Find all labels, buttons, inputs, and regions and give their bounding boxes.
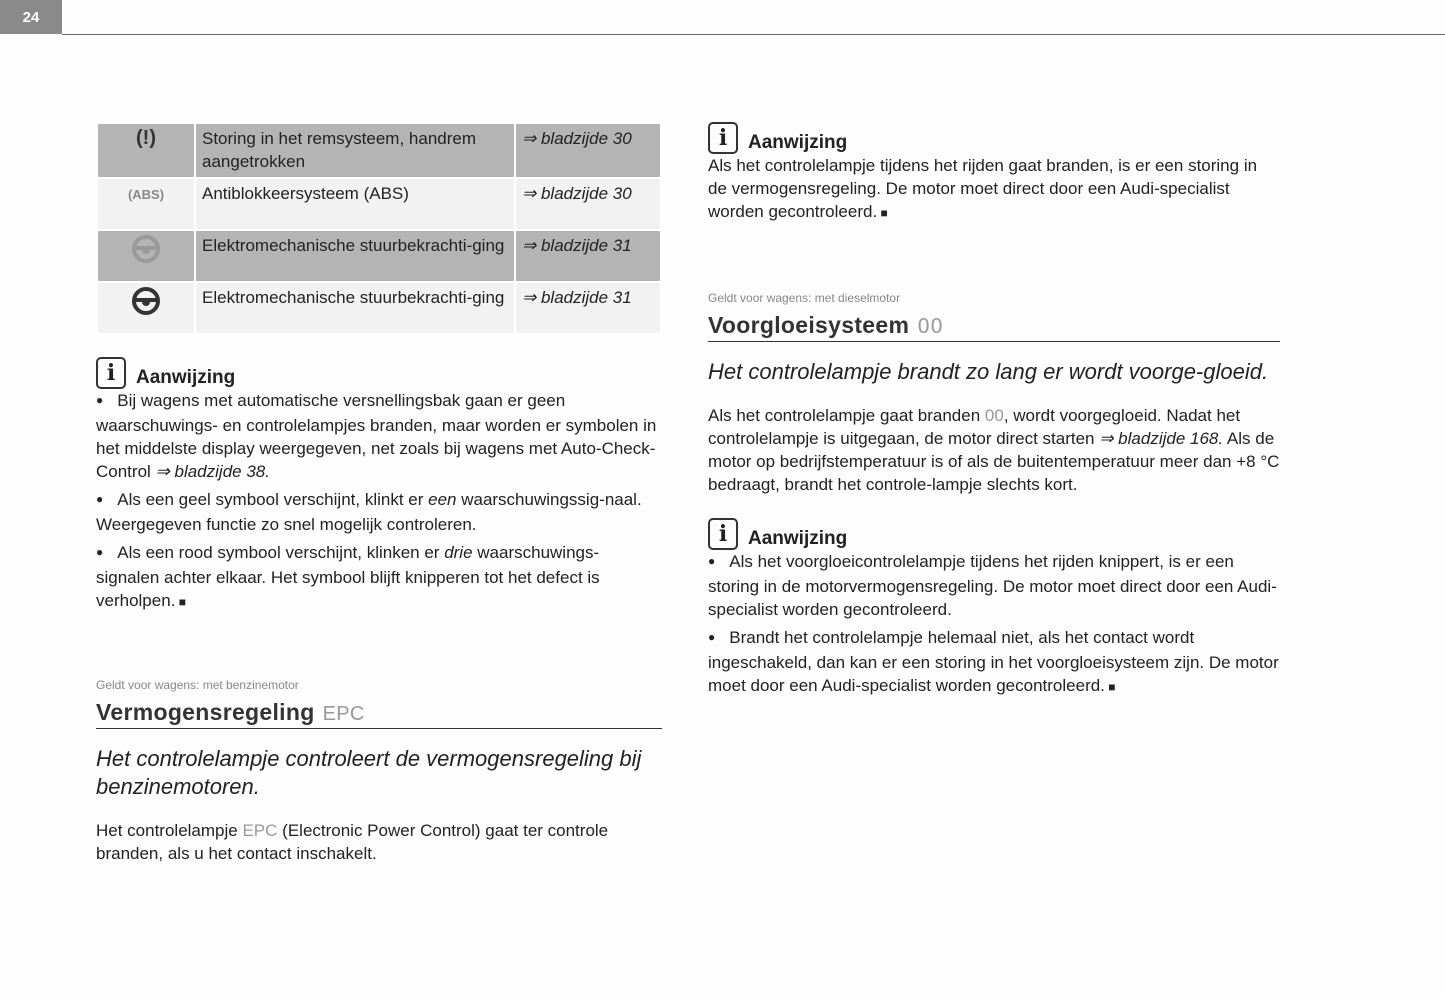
section-lead: Het controlelampje controleert de vermogensregeling bij benzinemotoren. [96,746,642,799]
table-row [97,178,661,230]
page-reference: ⇒ bladzijde 30 [515,178,661,230]
note-bullet: ● Bij wagens met automatische versnellingsbak gaan er geen waarschuwings- en controlelampjes branden, maar worden er symbolen in het middelste display weergegeven, net zoals bij wagens met Auto-Check-Control ⇒ bladzijde 38. [96,389,662,483]
note-bullet: ● Als het voorgloeicontrolelampje tijdens het rijden knippert, is er een storing in de motorvermogensregeling. De motor moet direct door een Audi-specialist worden gecontroleerd. [708,550,1280,621]
note-heading [708,518,1280,550]
note-heading [708,122,1280,154]
epc-icon: EPC [242,821,278,840]
page-reference: ⇒ bladzijde 30 [515,123,661,178]
info-icon: i [708,122,738,154]
section-body: Als het controlelampje gaat branden 00, wordt voorgegloeid. Nadat het controlelampje is uitgegaan, de motor direct starten ⇒ bladzijde 168. Als de motor op bedrijfstemperatuur is of als de buitentemperatuur meer dan +8 °C bedraagt, brandt het controle-lampje slechts kort. [708,406,1280,494]
note-bullet: ● Brandt het controlelampje helemaal niet, als het contact wordt ingeschakeld, dan kan er een storing in het voorgloeisysteem zijn. De motor moet door een Audi-specialist worden gecontroleerd. ■ [708,626,1280,699]
note-text: Als het controlelampje tijdens het rijden gaat branden, is er een storing in de vermogensregeling. De motor moet direct door een Audi-specialist worden gecontroleerd. ■ [708,154,1280,225]
section-lead: Het controlelampje brandt zo lang er wordt voorge-gloeid. [708,359,1269,384]
applies-to-label: Geldt voor wagens: met dieselmotor [708,291,901,305]
applies-to-label: Geldt voor wagens: met benzinemotor [96,678,299,692]
right-column [708,122,1280,704]
header-divider [62,34,1445,35]
section-title: Vermogensregeling EPC [96,701,662,729]
left-column [96,122,662,870]
steering-wheel-icon [97,282,195,334]
page-number: 24 [0,0,62,34]
section-title: Voorgloeisysteem 𝟢𝟢 [708,314,1280,342]
table-row [97,282,661,334]
epc-icon: EPC [322,703,365,725]
section-body: Het controlelampje EPC (Electronic Power Control) gaat ter controle branden, als u het contact inschakelt. [96,821,609,863]
row-text: Antiblokkeersysteem (ABS) [195,178,515,230]
row-text: Storing in het remsysteem, handrem aangetrokken [195,123,515,178]
row-text: Elektromechanische stuurbekrachti-ging [195,230,515,282]
note-title: Aanwijzing [748,132,848,153]
page-reference: ⇒ bladzijde 31 [515,282,661,334]
row-text: Elektromechanische stuurbekrachti-ging [195,282,515,334]
steering-wheel-icon [97,230,195,282]
brake-warning-icon: (!) [97,123,195,178]
note-title: Aanwijzing [748,528,848,549]
note-title: Aanwijzing [136,367,236,388]
page-reference: ⇒ bladzijde 31 [515,230,661,282]
note-bullet: ● Als een rood symbool verschijnt, klinken er drie waarschuwings-signalen achter elkaar. Het symbool blijft knipperen tot het defect is verholpen. ■ [96,541,662,614]
warning-lamp-table [96,122,662,335]
abs-icon: (ABS) [97,178,195,230]
note-heading [96,357,662,389]
glow-plug-icon: 00 [984,406,1004,425]
table-row [97,123,661,178]
table-row [97,230,661,282]
note-bullet: ● Als een geel symbool verschijnt, klinkt er een waarschuwingssig-naal. Weergegeven functie zo snel mogelijk controleren. [96,488,662,536]
info-icon: i [708,518,738,550]
glow-plug-icon: 𝟢𝟢 [917,316,944,338]
info-icon: i [96,357,126,389]
